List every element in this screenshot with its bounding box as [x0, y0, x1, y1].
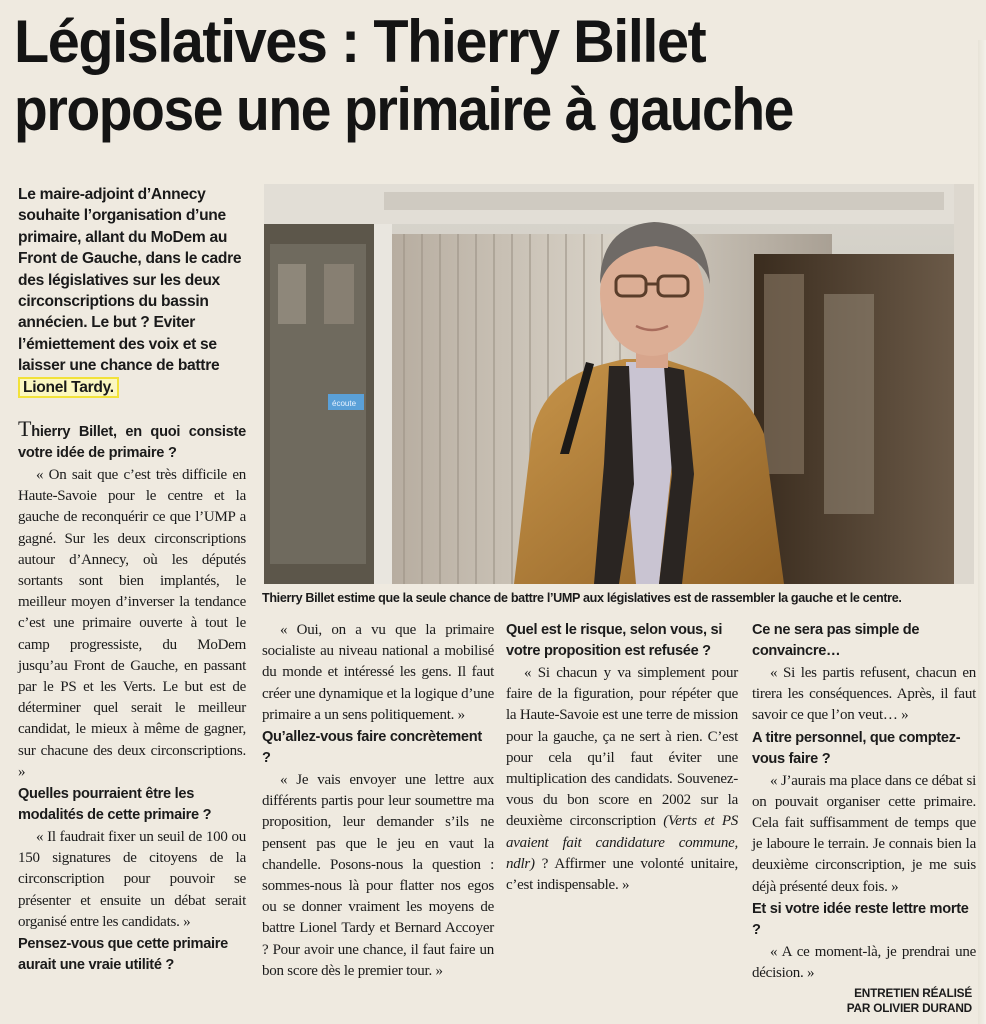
drop-cap: T [18, 416, 32, 441]
portrait-photo [264, 184, 974, 584]
highlighted-name: Lionel Tardy. [18, 377, 119, 398]
answer-1: « On sait que c’est très difficile en Haute-Savoie pour le centre et la gauche de reconquérir ce que l’UMP a gagné. Sur les deux circonscriptions autour d’Annecy, où les députés sortants sont bien implantés, le meilleur moyen d’inverser la tendance c’est une primaire ouverte à tout le camp progressiste, du MoDem jusqu’au Front de Gauche, en passant par le PS et les Verts. Le but est de déterminer quel serait le meilleur candidat, le mieux à même de gagner, sur chacune des deux circonscriptions. » [18, 467, 246, 780]
question-5: Quel est le risque, selon vous, si votre proposition est refusée ? [506, 622, 723, 659]
byline-line-1: ENTRETIEN RÉALISÉ [854, 986, 972, 1000]
question-8: Et si votre idée reste lettre morte ? [752, 900, 969, 938]
column-3 [506, 620, 738, 897]
question-7: A titre personnel, que comptez-vous faire ? [752, 729, 961, 767]
answer-7: « J’aurais ma place dans ce débat si on pouvait organiser cette primaire. Cela fait suffisamment de temps que je laboure le terrain. Je connais bien la deuxième circonscription, je me suis déjà présenté deux fois. » [752, 772, 976, 895]
editor-note: (Verts et PS avaient fait candidature commune, ndlr) [506, 813, 739, 872]
question-2: Quelles pourraient être les modalités de cette primaire ? [18, 786, 212, 824]
answer-8: « A ce moment-là, je prendrai une décision. » [752, 943, 976, 982]
answer-4: « Je vais envoyer une lettre aux différents partis pour leur soumettre ma proposition, leur demander s’ils ne pensent pas que le jeu en vaut la chandelle. Posons-nous la question : sommes-nous là pour flatter nos egos ou se donner vraiment les moyens de battre Lionel Tardy et Bernard Accoyer ? Pour avoir une chance, il faut faire un bon score dès le premier tour. » [262, 772, 494, 979]
answer-6: « Si les partis refusent, chacun en tirera les conséquences. Après, il faut savoir ce que l’on veut… » [752, 665, 976, 724]
photo-illustration [264, 184, 974, 584]
photo-caption: Thierry Billet estime que la seule chance de battre l’UMP aux législatives est de rassembler la gauche et le centre. [262, 591, 902, 605]
answer-2: « Il faudrait fixer un seuil de 100 ou 150 signatures de citoyens de la circonscription pour pouvoir se présenter et ensuite un débat serait organisé entre les candidats. » [18, 829, 246, 930]
headline [14, 8, 974, 144]
column-2 [262, 620, 494, 983]
answer-3: « Oui, on a vu que la primaire socialiste au niveau national a mobilisé du monde et intéressé les gens. Il faut créer une dynamique et la logique d’une primaire a un sens politiquement. » [262, 622, 494, 723]
column-4 [752, 620, 976, 985]
question-3: Pensez-vous que cette primaire aurait une vraie utilité ? [18, 936, 228, 974]
lead-paragraph [18, 184, 248, 398]
headline-line-2: propose une primaire à gauche [14, 76, 794, 143]
question-4: Qu’allez-vous faire concrètement ? [262, 729, 482, 767]
lead-text: Le maire-adjoint d’Annecy souhaite l’organisation d’une primaire, allant du MoDem au Front de Gauche, dans le cadre des législatives sur les deux circonscriptions du bassin annécien. Le but ? Eviter l’émiettement des voix et se laisser une chance de battre [18, 186, 242, 375]
headline-line-1: Législatives : Thierry Billet [14, 8, 706, 75]
page-edge [978, 40, 986, 1024]
question-1: Thierry Billet, en quoi consiste votre idée de primaire ? [18, 416, 246, 461]
byline-line-2: PAR OLIVIER DURAND [846, 1001, 972, 1015]
column-1 [18, 418, 246, 977]
question-6: Ce ne sera pas simple de convaincre… [752, 622, 920, 659]
photo-sign-text: écoute [332, 399, 357, 408]
byline [847, 986, 972, 1016]
answer-5: « Si chacun y va simplement pour faire de la figuration, pour répéter que la Haute-Savoie est une terre de mission pour la gauche, ça ne sert à rien. C’est pour cela qu’il faut éviter une multiplication des candidats. Souvenez-vous du bon score en 2002 sur la deuxième circonscription (Verts et PS avaient fait candidature commune, ndlr) ? Affirmer une volonté unitaire, c’est indispensable. » [506, 665, 739, 894]
